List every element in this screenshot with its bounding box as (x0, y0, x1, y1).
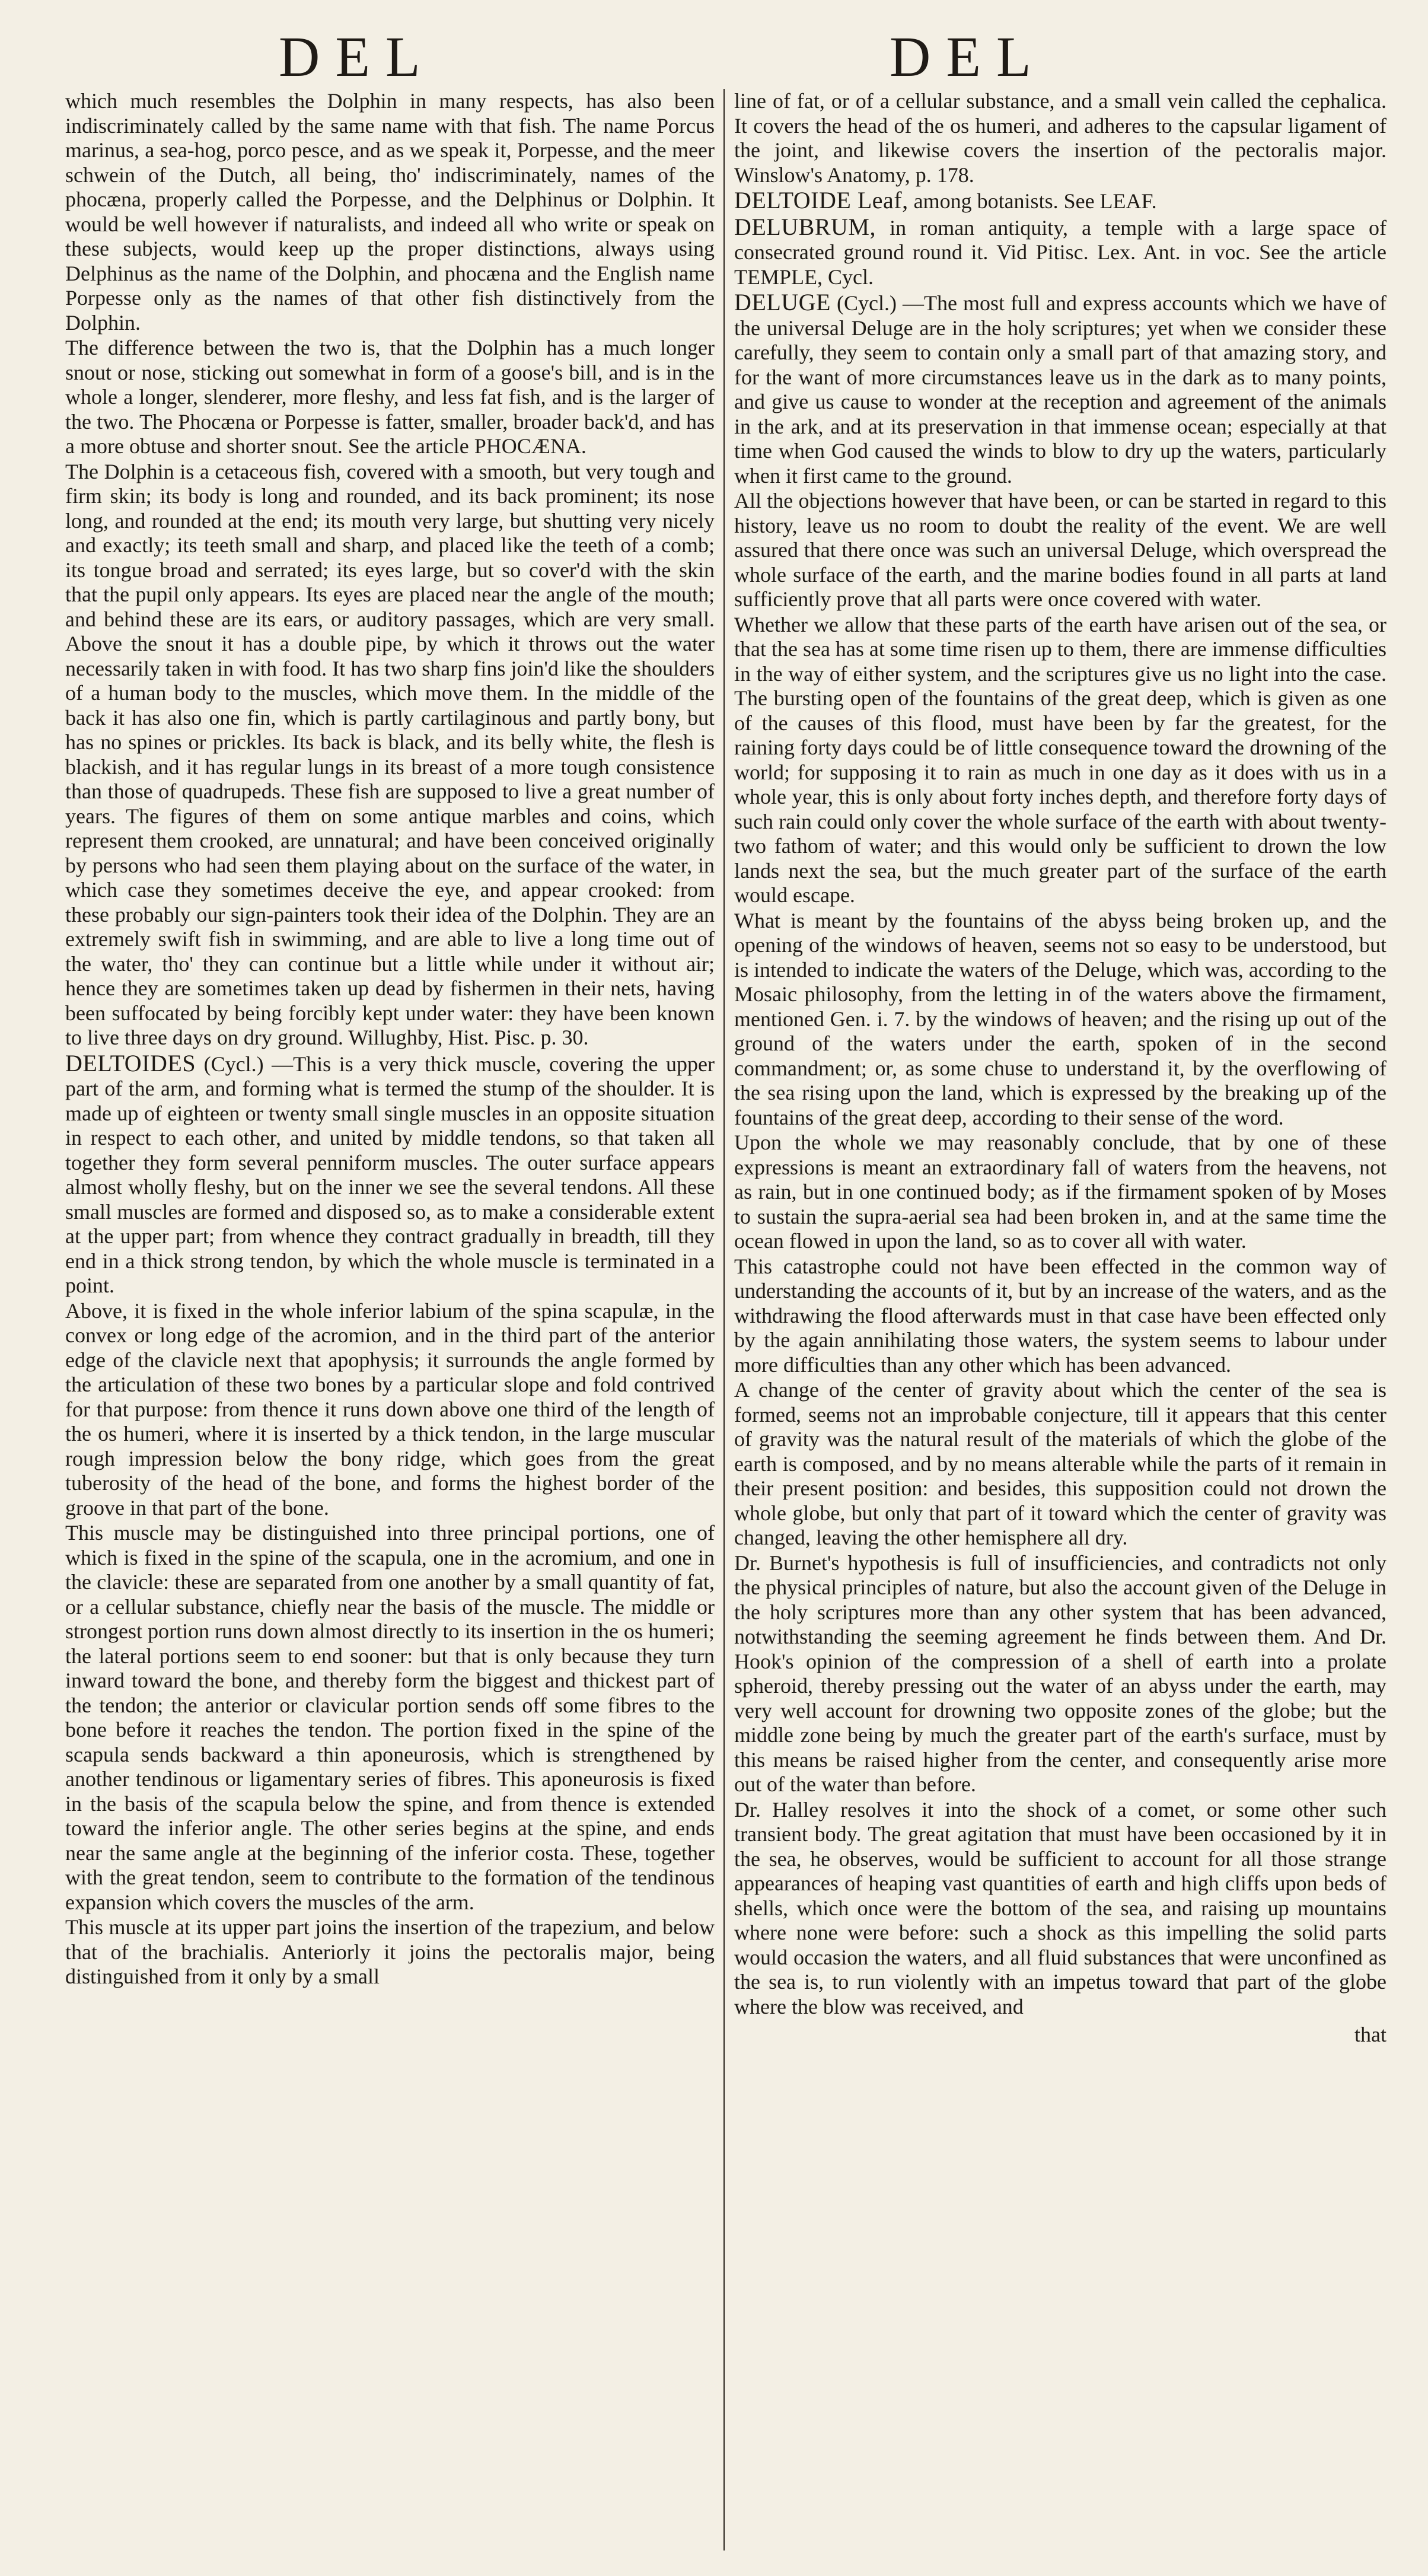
paragraph: This muscle at its upper part joins the insertion of the trapezium, and below that of the brachialis. Anteriorly it joins the pectoralis major, being distinguished from it only by a small (65, 1915, 715, 1988)
paragraph: The Dolphin is a cetaceous fish, covered with a smooth, but very tough and firm skin; its body is long and rounded, and its back prominent; its nose long, and rounded at the end; its mouth very large, but shutting very nicely and exactly; its teeth small and sharp, and placed like the teeth of a comb; its tongue broad and serrated; its eyes large, but so cover'd with the skin that the pupil only appears. Its eyes are placed near the angle of the mouth; and behind these are its ears, or auditory passages, which are very small. Above the snout it has a double pipe, by which it throws out the water necessarily taken in with food. It has two sharp fins join'd like the shoulders of a human body to the muscles, which move them. In the middle of the back it has also one fin, which is partly cartilaginous and partly bony, but has no spines or prickles. Its back is black, and its belly white, the flesh is blackish, and it has regular lungs in its breast of a more tough consistence than those of quadrupeds. These fish are supposed to live a great number of years. The figures of them on some antique marbles and coins, which represent them crooked, are unnatural; and have been conceived originally by persons who had seen them playing about on the surface of the water, in which case they sometimes deceive the eye, and appear crooked: from these probably our sign-painters took their idea of the Dolphin. They are an extremely swift fish in swimming, and are able to live a long time out of the water, tho' they can continue but a little while under it without air; hence they are sometimes taken up dead by fishermen in their nets, having been suffocated by being forcibly kept under water: they have been known to live three days on dry ground. Willughby, Hist. Pisc. p. 30. (65, 459, 715, 1049)
entry-deluge (734, 290, 1386, 488)
paragraph: which much resembles the Dolphin in many respects, has also been indiscriminately called by the same name with that fish. The name Porcus marinus, a sea-hog, porco pesce, and as we speak it, Porpesse, and the meer schwein of the Dutch, all being, tho' indiscriminately, names of the phocæna, properly called the Porpesse, and the Delphinus or Dolphin. It would be well however if naturalists, and indeed all who write or speak on these subjects, would keep up the proper distinctions, always using Delphinus as the name of the Dolphin, and phocæna and the English name Porpesse only as the names of that other fish distinctively from the Dolphin. (65, 89, 715, 335)
entry-text: in roman antiquity, a temple with a large space of consecrated ground round it. Vid Pitisc. Lex. Ant. in voc. See the article TEMPLE, Cycl. (734, 215, 1386, 289)
paragraph: What is meant by the fountains of the abyss being broken up, and the opening of the windows of heaven, seems not so easy to be understood, but is intended to indicate the waters of the Deluge, which was, according to the Mosaic philosophy, from the letting in of the waters above the firmament, mentioned Gen. i. 7. by the windows of heaven; and the rising up out of the ground of the waters under the earth, spoken of in the second commandment; or, as some chuse to understand it, by the overflowing of the sea rising upon the land, which is expressed by the breaking up of the fountains of the great deep, according to their sense of the word. (734, 908, 1386, 1129)
entry-deltoide (734, 188, 1386, 214)
paragraph: This muscle may be distinguished into three principal portions, one of which is fixed in the spine of the scapula, one in the acromium, and one in the clavicle: these are separated from one another by a small quantity of fat, or a cellular substance, chiefly near the basis of the muscle. The middle or strongest portion runs down almost directly to its insertion in the os humeri; the lateral portions seem to end sooner: but that is only because they turn inward toward the bone, and thereby form the biggest and thickest part of the tendon; the anterior or clavicular portion sends off some fibres to the bone before it reaches the tendon. The portion fixed in the spine of the scapula sends backward a thin aponeurosis, which is strengthened by another tendinous or ligamentary series of fibres. This aponeurosis is fixed in the basis of the scapula below the spine, and from thence is extended toward the inferior angle. The other series begins at the spine, and ends near the same angle at the beginning of the inferior costa. These, together with the great tendon, seem to contribute to the formation of the tendinous expansion which covers the muscles of the arm. (65, 1521, 715, 1914)
headword: DELUBRUM, (734, 213, 876, 240)
entry-deltoides (65, 1051, 715, 1298)
paragraph: This catastrophe could not have been effected in the common way of understanding the accounts of it, but by an increase of the waters, and as the withdrawing the flood afterwards must in that case have been effected only by the again annihilating those waters, the system seems to labour under more difficulties than any other which has been advanced. (734, 1254, 1386, 1377)
running-header (0, 24, 1428, 89)
headword: DELTOIDES (65, 1049, 196, 1077)
paragraph: line of fat, or of a cellular substance, and a small vein called the cephalica. It covers the head of the os humeri, and adheres to the capsular ligament of the joint, and likewise covers the insertion of the pectoralis major. Winslow's Anatomy, p. 178. (734, 89, 1386, 187)
paragraph: Dr. Burnet's hypothesis is full of insufficiencies, and contradicts not only the physical principles of nature, but also the account given of the Deluge in the holy scriptures more than any other system that has been advanced, notwithstanding the seeming agreement he finds between them. And Dr. Hook's opinion of the compression of a shell of earth into a prolate spheroid, thereby pressing out the water of an abyss under the earth, may very well account for drowning two opposite zones of the globe; but the middle zone being by much the greater part of the earth's surface, must by this means be raised higher from the center, and consequently arise more out of the water than before. (734, 1550, 1386, 1796)
paragraph: All the objections however that have been, or can be started in regard to this history, leave us no room to doubt the reality of the event. We are well assured that there once was such an universal Deluge, which overspread the whole surface of the earth, and the marine bodies found in all parts at land sufficiently prove that all parts were once covered with water. (734, 489, 1386, 611)
right-column (734, 89, 1386, 2558)
column-divider (723, 89, 725, 2550)
entry-delubrum (734, 215, 1386, 290)
paragraph: Whether we allow that these parts of the earth have arisen out of the sea, or that the sea has at some time risen up to them, there are immense difficulties in the way of either system, and the scriptures give us no light into the case. The bursting open of the fountains of the great deep, which is given as one of the causes of this flood, must have been by far the greatest, for the raining forty days could be of little consequence toward the drowning of the world; for supposing it to rain as much in one day as it does with us in a whole year, this is only about forty inches depth, and therefore forty days of such rain could only cover the whole surface of the earth with about twenty-two fathom of water; and this would only be sufficient to drown the low lands next the sea, but the much greater part of the surface of the earth would escape. (734, 612, 1386, 907)
paragraph: Upon the whole we may reasonably conclude, that by one of these expressions is meant an extraordinary fall of waters from the heavens, not as rain, but in one continued body; as if the firmament spoken of by Moses to sustain the supra-aerial sea had been broken in, and at the same time the ocean flowed in upon the land, so as to cover all with water. (734, 1131, 1386, 1253)
entry-tag: (Cycl.) (203, 1052, 264, 1076)
paragraph: A change of the center of gravity about which the center of the sea is formed, seems not an improbable conjecture, till it appears that this center of gravity was the natural result of the materials of which the globe of the earth is composed, and by no means alterable while the parts of it remain in their present position: and besides, this supposition could not drown the whole globe, but only that part of it toward which the center of gravity was changed, leaving the other hemisphere all dry. (734, 1378, 1386, 1549)
entry-text: —The most full and express accounts which we have of the universal Deluge are in the holy scriptures; yet when we consider these carefully, they seem to contain only a small part of that amazing story, and for the want of more circumstances leave us in the dark as to many points, and give us cause to wonder at the reception and agreement of the animals in the ark, and at its preservation in that immense ocean; especially at that time when God caused the winds to blow to dry up the waters, particularly when it first came to the ground. (734, 291, 1386, 488)
catchword: that (1354, 2023, 1386, 2046)
headword: DELUGE (734, 289, 831, 316)
left-column (65, 89, 715, 2558)
header-left: DEL (279, 25, 436, 88)
entry-text: among botanists. See LEAF. (913, 189, 1157, 213)
entry-tag: (Cycl.) (837, 291, 897, 315)
entry-text: —This is a very thick muscle, covering the upper part of the arm, and forming what is termed the stump of the shoulder. It is made up of eighteen or twenty small single muscles in an opposite situation in respect to each other, and united by middle tendons, so that taken all together they form several penniform muscles. The outer surface appears almost wholly fleshy, but on the inner we see the several tendons. All these small muscles are formed and disposed so, as to make a considerable extent at the upper part; from whence they contract gradually in breadth, till they end in a thick strong tendon, by which the whole muscle is terminated in a point. (65, 1052, 715, 1297)
paragraph: Dr. Halley resolves it into the shock of a comet, or some other such transient body. The great agitation that must have been occasioned by it in the sea, he observes, would be sufficient to account for all those strange appearances of heaping vast quantities of earth and high cliffs upon beds of shells, which once were the bottom of the sea, and raising up mountains where none were before: such a shock as this impelling the solid parts would occasion the waters, and all fluid substances that were unconfined as the sea is, to run violently with an impetus toward that part of the globe where the blow was received, and (734, 1797, 1386, 2018)
paragraph: Above, it is fixed in the whole inferior labium of the spina scapulæ, in the convex or long edge of the acromion, and in the third part of the anterior edge of the clavicle next that apophysis; it surrounds the angle formed by the articulation of these two bones by a particular slope and fold contrived for that purpose: from thence it runs down above one third of the length of the os humeri, where it is inserted by a thick tendon, in the large muscular rough impression below the bony ridge, which goes from the great tuberosity of the head of the bone, and forms the highest border of the groove in that part of the bone. (65, 1298, 715, 1520)
paragraph: The difference between the two is, that the Dolphin has a much longer snout or nose, sticking out somewhat in form of a goose's bill, and is in the whole a longer, slenderer, more fleshy, and less fat fish, and is the larger of the two. The Phocæna or Porpesse is fatter, smaller, broader back'd, and has a more obtuse and shorter snout. See the article PHOCÆNA. (65, 336, 715, 458)
header-right: DEL (890, 25, 1047, 88)
headword: DELTOIDE Leaf, (734, 187, 909, 214)
